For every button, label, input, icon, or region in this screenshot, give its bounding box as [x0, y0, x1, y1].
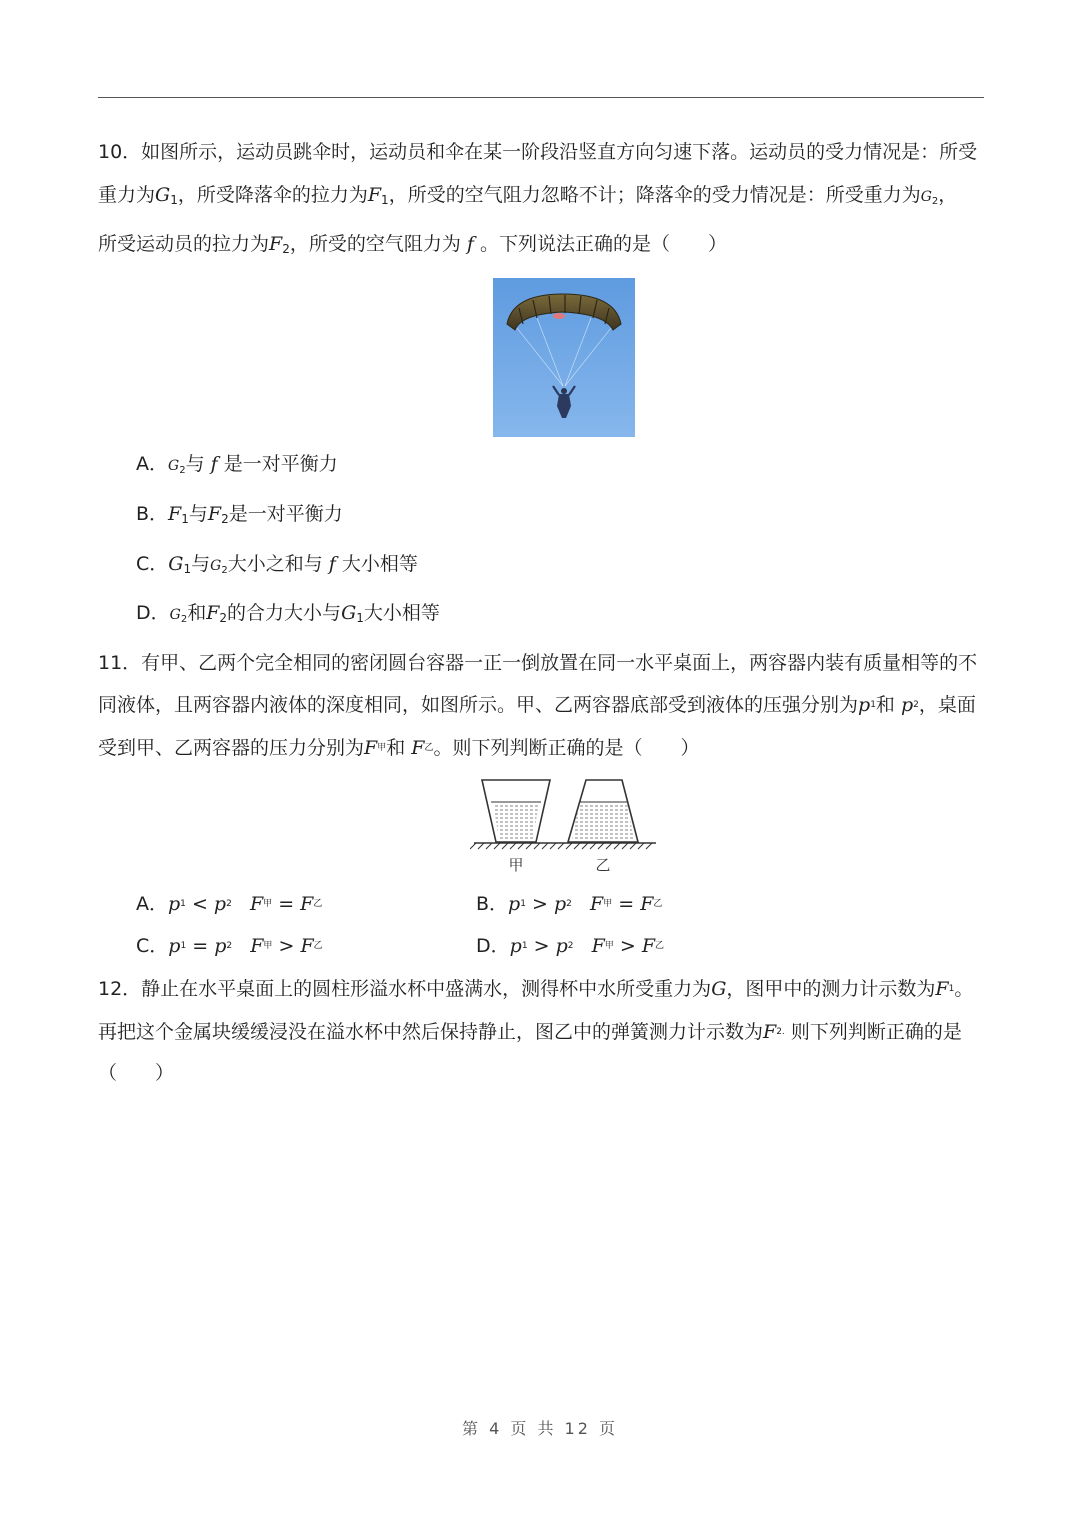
q11-line1: 11．有甲、乙两个完全相同的密闭圆台容器一正一倒放置在同一水平桌面上，两容器内装有质量相等的不: [98, 652, 978, 674]
q11-option-a[interactable]: A．$p^1 < p^2$ $F^甲 = F^乙$: [136, 893, 323, 915]
parachute-photo: [493, 278, 635, 437]
q11-line2: 同液体，且两容器内液体的深度相同，如图所示。甲、乙两容器底部受到液体的压强分别为$p^1$和 $p^2$，桌面: [98, 694, 976, 716]
q10-line3: 所受运动员的拉力为F2，所受的空气阻力为 f 。下列说法正确的是（ ）: [98, 233, 728, 256]
q12-line3: （ ）: [98, 1062, 175, 1084]
q10-option-d[interactable]: D．G2和F2的合力大小与G1大小相等: [136, 602, 440, 625]
q11-option-d[interactable]: D．$p^1 > p^2$ $F^甲 > F^乙$: [476, 935, 665, 957]
label-yi: 乙: [595, 856, 611, 874]
top-rule: [98, 97, 984, 98]
containers-figure: [470, 776, 660, 876]
q10-option-b[interactable]: B．F1与F2是一对平衡力: [136, 503, 343, 526]
q10-line1: 10．如图所示，运动员跳伞时，运动员和伞在某一阶段沿竖直方向匀速下落。运动员的受力情况是：所受: [98, 141, 978, 163]
label-jia: 甲: [508, 856, 524, 874]
q10-line2: 重力为G1，所受降落伞的拉力为F1，所受的空气阻力忽略不计；降落伞的受力情况是：所受重力为G2，: [98, 184, 958, 207]
q10-option-c[interactable]: C．G1与G2大小之和与 f 大小相等: [136, 553, 418, 576]
q12-line2: 再把这个金属块缓缓浸没在溢水杯中然后保持静止，图乙中的弹簧测力计示数为$F^{2.}$ 则下列判断正确的是: [98, 1021, 962, 1043]
q11-option-b[interactable]: B．$p^1 > p^2$ $F^甲 = F^乙$: [476, 893, 663, 915]
q12-line1: 12．静止在水平桌面上的圆柱形溢水杯中盛满水，测得杯中水所受重力为G，图甲中的测力计示数为$F^1$。: [98, 978, 974, 1000]
page-footer: 第 4 页 共 12 页: [462, 1419, 618, 1438]
q11-line3: 受到甲、乙两容器的压力分别为$F^甲$和 $F^乙$。则下列判断正确的是（ ）: [98, 737, 700, 759]
q10-option-a[interactable]: A．G2与 f 是一对平衡力: [136, 453, 338, 476]
q11-option-c[interactable]: C．$p^1 = p^2$ $F^甲 > F^乙$: [136, 935, 323, 957]
